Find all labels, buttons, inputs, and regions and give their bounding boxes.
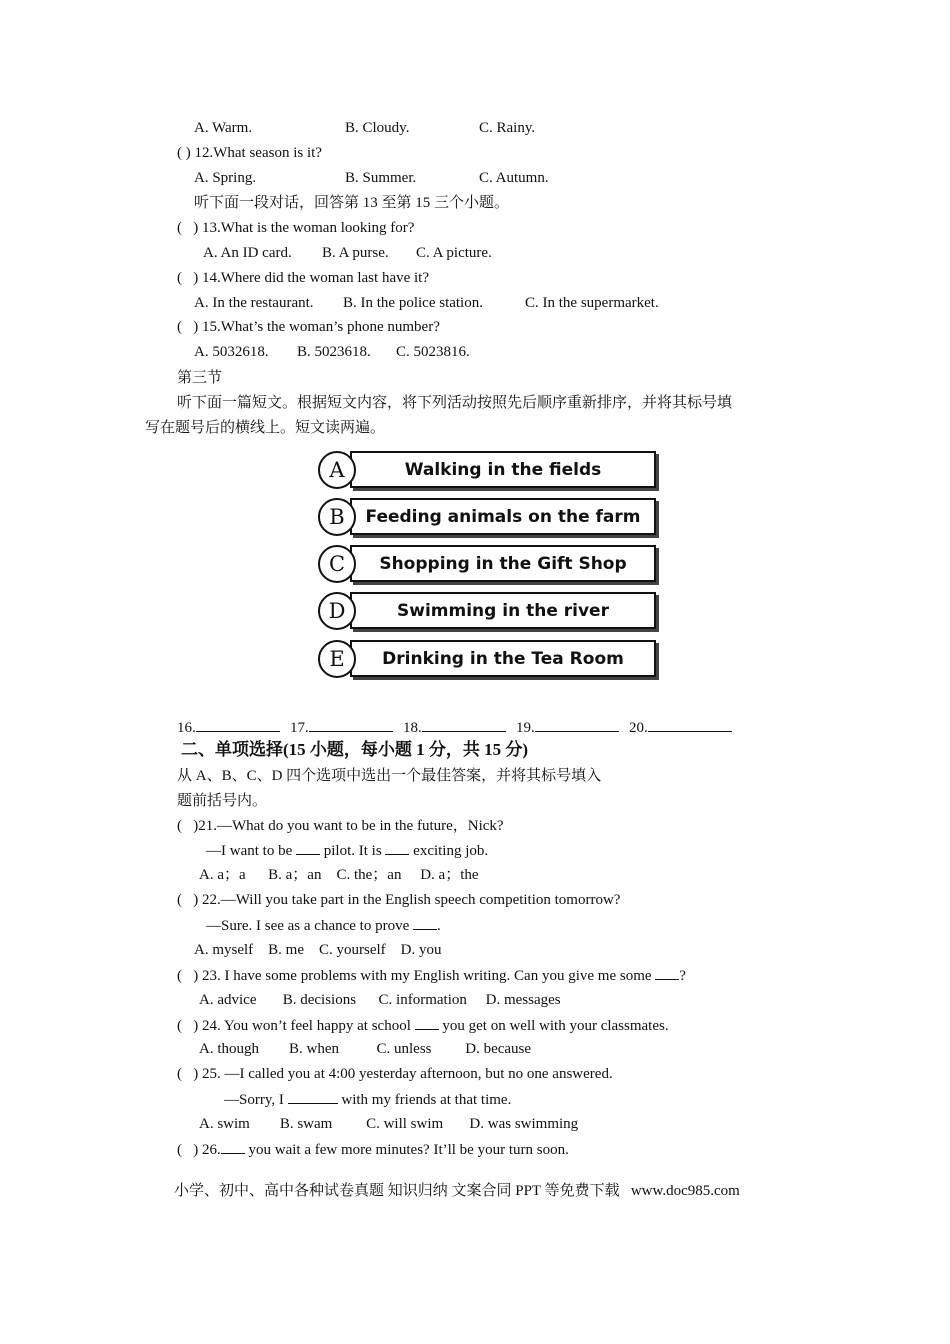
answer-number: 20. [629,720,648,736]
q21-reply-pre: —I want to be [206,843,296,859]
answer-line[interactable] [196,718,280,732]
answer-line[interactable] [648,718,732,732]
q13-question: ( ) 13.What is the woman looking for? [177,220,415,236]
q24-stem [177,1016,669,1035]
activity-b [318,498,660,538]
q22-reply [206,916,441,935]
activity-letter-circle: C [318,545,356,583]
q21-reply-post: exciting job. [409,843,489,859]
q13-option-a: A. An ID card. [203,245,292,261]
q14-option-a: A. In the restaurant. [194,295,314,311]
page-footer: 小学、初中、高中各种试卷真题 知识归纳 文案合同 PPT 等免费下载 www.doc985.com [174,1183,740,1199]
q21-reply-mid: pilot. It is [319,843,386,859]
q12-option-b: B. Summer. [345,170,417,186]
q21-stem: ( )21.—What do you want to be in the future，Nick? [177,818,504,834]
activity-letter-circle: B [318,498,356,536]
activity-label: Drinking in the Tea Room [350,640,656,677]
q23-stem-pre: ( ) 23. I have some problems with my English writing. Can you give me some [177,968,656,984]
q24-stem-pre: ( ) 24. You won’t feel happy at school [177,1018,415,1034]
answer-blank-16[interactable] [177,718,280,737]
q25-reply-pre: —Sorry, I [224,1092,288,1108]
activity-label: Swimming in the river [350,592,656,629]
q22-blank[interactable] [413,916,437,930]
q24-blank[interactable] [415,1016,439,1030]
q23-blank[interactable] [655,966,679,980]
q24-stem-post: you get on well with your classmates. [438,1018,669,1034]
q14-question: ( ) 14.Where did the woman last have it? [177,270,429,286]
answer-line[interactable] [309,718,393,732]
q11-option-c: C. Rainy. [479,120,536,136]
q22-reply-pre: —Sure. I see as a chance to prove [206,918,413,934]
q11-option-a: A. Warm. [194,120,253,136]
activity-c [318,545,660,585]
q21-options: A. a；a B. a；an C. the；an D. a；the [199,867,479,883]
q24-options: A. though B. when C. unless D. because [199,1041,532,1057]
q12-option-c: C. Autumn. [479,170,549,186]
part2-instruction-1: 从 A、B、C、D 四个选项中选出一个最佳答案，并将其标号填入 [177,768,602,784]
q12-option-a: A. Spring. [194,170,257,186]
answer-line[interactable] [535,718,619,732]
q14-option-c: C. In the supermarket. [525,295,659,311]
activity-letter-circle: A [318,451,356,489]
activity-label: Walking in the fields [350,451,656,488]
q21-reply [206,841,488,860]
q25-stem: ( ) 25. —I called you at 4:00 yesterday afternoon, but no one answered. [177,1066,613,1082]
q26-blank[interactable] [221,1140,245,1154]
answer-blank-20[interactable] [629,718,732,737]
q25-blank[interactable] [288,1090,338,1104]
answer-number: 18. [403,720,422,736]
q13-option-b: B. A purse. [322,245,389,261]
activity-label: Feeding animals on the farm [350,498,656,535]
answer-blank-17[interactable] [290,718,393,737]
answer-blank-19[interactable] [516,718,619,737]
q25-reply-post: with my friends at that time. [337,1092,512,1108]
q25-options: A. swim B. swam C. will swim D. was swimming [199,1116,579,1132]
q22-stem: ( ) 22.—Will you take part in the English speech competition tomorrow? [177,892,621,908]
q21-blank-1[interactable] [296,841,320,855]
q26-stem-pre: ( ) 26. [177,1142,221,1158]
q14-option-b: B. In the police station. [343,295,483,311]
section3-instruction-1: 听下面一篇短文。根据短文内容，将下列活动按照先后顺序重新排序，并将其标号填 [177,395,733,411]
activity-label: Shopping in the Gift Shop [350,545,656,582]
part2-instruction-2: 题前括号内。 [177,793,268,809]
q15-question: ( ) 15.What’s the woman’s phone number? [177,319,440,335]
answer-blank-18[interactable] [403,718,506,737]
activity-d [318,592,660,632]
section3-instruction-2: 写在题号后的横线上。短文读两遍。 [145,420,386,436]
q26-stem [177,1140,569,1159]
q23-options: A. advice B. decisions C. information D. messages [199,992,561,1008]
q22-options: A. myself B. me C. yourself D. you [194,942,442,958]
answer-line[interactable] [422,718,506,732]
activity-letter-circle: D [318,592,356,630]
q21-blank-2[interactable] [385,841,409,855]
q12-question: ( ) 12.What season is it? [177,145,322,161]
part2-title: 二、单项选择(15 小题，每小题 1 分，共 15 分) [181,740,529,759]
q11-option-b: B. Cloudy. [345,120,410,136]
activity-e [318,640,660,680]
q15-option-c: C. 5023816. [396,344,470,360]
dialog-instruction: 听下面一段对话，回答第 13 至第 15 三个小题。 [194,195,510,211]
activity-letter-circle: E [318,640,356,678]
q15-option-a: A. 5032618. [194,344,269,360]
q15-option-b: B. 5023618. [297,344,371,360]
activity-a [318,451,660,491]
q13-option-c: C. A picture. [416,245,492,261]
section3-heading: 第三节 [177,370,223,386]
q23-stem-post: ? [679,968,686,984]
q23-stem [177,966,686,985]
answer-number: 19. [516,720,535,736]
q25-reply [224,1090,511,1109]
q22-reply-post: . [437,918,441,934]
answer-number: 17. [290,720,309,736]
q26-stem-post: you wait a few more minutes? It’ll be your turn soon. [244,1142,569,1158]
answer-number: 16. [177,720,196,736]
